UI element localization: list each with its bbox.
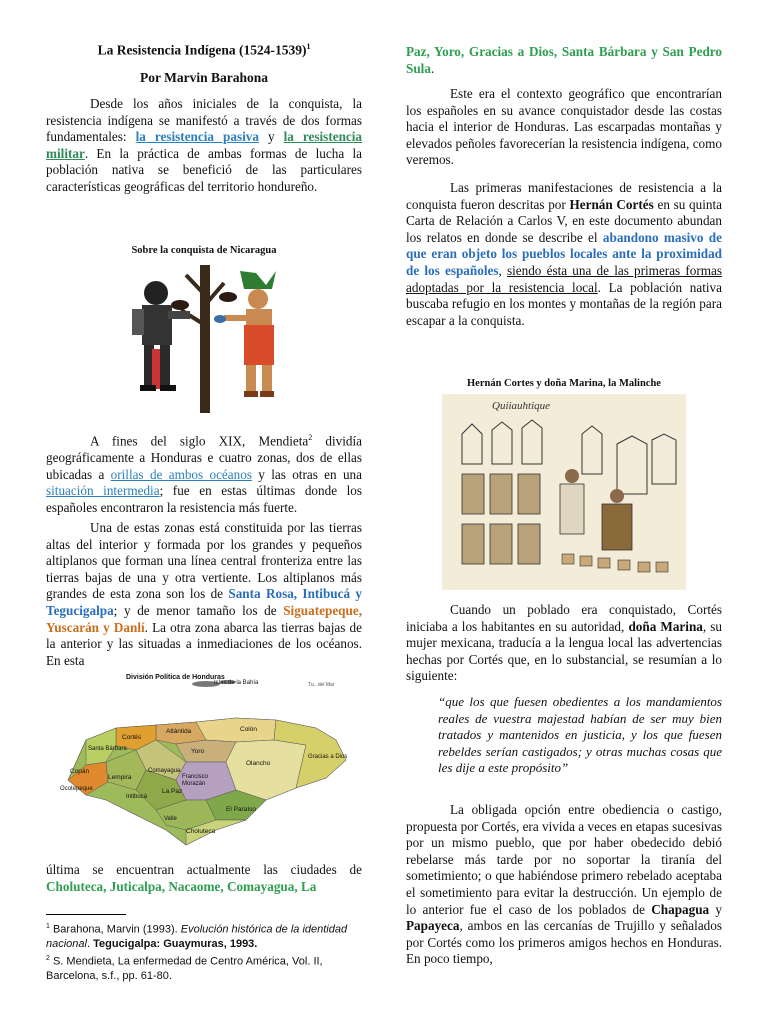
paragraph-dona-marina: Cuando un poblado era conquistado, Cortés iniciaba a los habitantes en su autoridad, doña Marina, su mujer mexicana, traducía a la lengua local las advertencias hechas por Cortés que, en lo substancial, se resumían a lo siguiente: (406, 602, 723, 684)
map-label-valle: Valle (164, 816, 177, 822)
highlight-altiplanos-grandes: Santa Rosa, Intibucá y Tegucigalpa (46, 586, 363, 618)
map-label-colon: Colón (240, 726, 257, 733)
highlight-altiplanos-menores: Siguatepeque, Yuscarán y Danlí (46, 602, 362, 635)
footnote-rule (46, 914, 126, 915)
figure-caption-cortes-marina: Hernán Cortes y doña Marina, la Malinche (467, 378, 661, 389)
article-title: La Resistencia Indígena (1524-1539)$^1$ (97, 42, 311, 58)
conquest-illustration (116, 265, 296, 413)
paragraph-zonas: Una de estas zonas está constituida por las tierras altas del interior y formada por los grandes y pequeños altiplanos que forman una línea central fronteriza entre las tierras bajas de una y otra vertiente. Los altiplanos más grandes de esta zona son los de Santa Rosa, Intibucá y Tegucigalpa; y de menor tamaño los de Siguatepeque, Yuscarán y Danlí. La otra zona abarca las tierras bajas de la anterior y las situadas a inmediaciones de los océanos. En esta (46, 520, 363, 668)
map-label-comayagua: Comayagua (148, 768, 181, 774)
map-label-olancho: Olancho (246, 760, 271, 767)
highlight-ciudades: Choluteca, Juticalpa, Nacaome, Comayagua, La (46, 878, 317, 894)
paragraph-contexto: Este era el contexto geográfico que encontrarían los españoles en su avance conquistador desde las costas hacia el interior de Honduras. Las escarpadas montañas y elevados peñoles favorecerían la resistencia indígena, como veremos. (406, 86, 722, 168)
paragraph-ciudades: última se encuentran actualmente las ciudades de Choluteca, Juticalpa, Nacaome, Comayagua, La (46, 862, 362, 894)
footnote-ref-2: 2 (308, 433, 313, 442)
link-resistencia-pasiva[interactable]: la resistencia pasiva (135, 129, 259, 145)
codex-illustration (442, 394, 686, 590)
highlight-ciudades-cont: Paz, Yoro, Gracias a Dios, Santa Bárbara y San Pedro Sula (406, 44, 722, 76)
footnote-2: $^2$ S. Mendieta, La enfermedad de Centro América, Vol. II, Barcelona, s.f., pp. 61-80. (46, 954, 323, 982)
map-legend: Tu...del Mar (308, 682, 335, 688)
map-label-yoro: Yoro (191, 748, 205, 755)
map-label-la-paz: La Paz (162, 788, 183, 795)
map-label-islas: Islas de la Bahía (214, 680, 259, 686)
link-situacion-intermedia[interactable]: situación intermedia (46, 483, 160, 499)
figure-caption-nicaragua: Sobre la conquista de Nicaragua (131, 245, 277, 256)
codex-label: Quiiauhtique (492, 400, 551, 412)
honduras-map (46, 670, 362, 860)
paragraph-manifestaciones: Las primeras manifestaciones de resistencia a la conquista fueron descritas por Hernán Cortés en su quinta Carta de Relación a Carlos V, en este documento abundan los relatos en donde se describe el abandono masivo de que eran objeto los pueblos locales ante la proximidad de los españoles, siendo ésta una de las primeras formas adoptadas por la resistencia local. La población nativa buscaba refugio en los montes y montañas de la región para escapar a la conquista. (406, 180, 722, 328)
highlight-abandono-masivo: abandono masivo de que eran objeto los pueblos locales ante la proximidad de los españoles (406, 229, 722, 278)
map-label-el-paraiso: El Paraíso (226, 806, 256, 813)
footnote-1: $^1$ Barahona, Marvin (1993). Evolución histórica de la identidad nacional. Tegucigalpa: Guaymuras, 1993. (46, 923, 348, 951)
footnote-ref-1: 1 (306, 42, 311, 51)
map-label-cortes: Cortés (122, 734, 142, 741)
underline-primeras-formas: siendo ésta una de las primeras formas adoptadas por la resistencia local (406, 262, 722, 295)
map-label-gracias-a-dios: Gracias a Dios (308, 754, 348, 760)
paragraph-obediencia: La obligada opción entre obediencia o castigo, propuesta por Cortés, era vivida a veces en etapas sucesivas por un mismo pueblo, que por haber obedecido debió rebelarse más tarde por no soportar la tiranía del sometimiento; o que habiéndose primero rebelado aceptaba el sometimiento para evitar la destrucción. Un ejemplo de lo anterior fue el caso de los poblados de Chapagua y Papayeca, ambos en las cercanías de Trujillo y señalados por Cortés como los primeros amigos hechos en Honduras. En poco tiempo, (406, 802, 723, 967)
map-label-ocotepeque: Ocotepeque (60, 786, 93, 792)
map-label-choluteca: Choluteca (186, 828, 216, 835)
map-label-lempira: Lempira (108, 774, 132, 781)
map-label-copan: Copán (70, 768, 90, 775)
paragraph-ciudades-cont: Paz, Yoro, Gracias a Dios, Santa Bárbara y San Pedro Sula. (406, 44, 722, 76)
map-label-atlantida: Atlántida (166, 728, 192, 735)
link-orillas-oceanos[interactable]: orillas de ambos océanos (110, 466, 252, 482)
footnotes (46, 920, 362, 983)
cortes-quote: “que los que fuesen obedientes a los mandamientos reales de vuestra majestad habían de ser muy bien tratados y mantenidos en justicia, y los que fuesen rebeldes serían castigados; y otras muchas cosas que les dije a este propósito” (438, 694, 722, 775)
paragraph-mendieta: A fines del siglo XIX, Mendieta$^2$ dividía geográficamente a Honduras e cuatro zonas, dos de ellas ubicadas a orillas de ambos océanos y las otras en una situación intermedia; fue en estas últimas donde los españoles encontraron la resistencia más fuerte. (46, 433, 363, 515)
paragraph-intro: Desde los años iniciales de la conquista, la resistencia indígena se manifestó a través de dos formas fundamentales: la resistencia pasiva y la resistencia militar. En la práctica de ambas formas de lucha la población nativa se benefició de las particulares características geográficas del territorio hondureño. (46, 96, 363, 194)
map-label-intibuca: Intibucá (126, 794, 148, 800)
map-label-santa-barbara: Santa Bárbara (88, 746, 127, 752)
codex-drawing (442, 394, 686, 590)
link-resistencia-militar[interactable]: la resistencia militar (46, 129, 363, 161)
map-title: División Política de Honduras (126, 674, 225, 681)
byline: Por Marvin Barahona (140, 70, 268, 85)
map-label-francisco-morazan: Francisco Morazán (182, 774, 209, 787)
